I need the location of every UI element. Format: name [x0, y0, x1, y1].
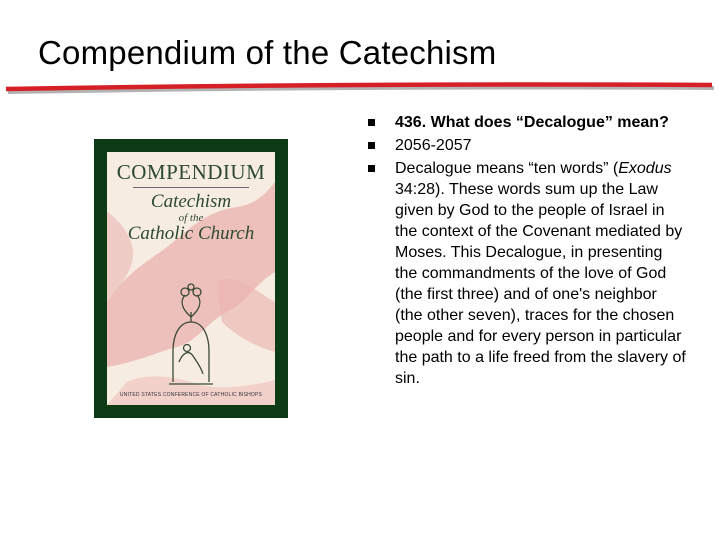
bullet-marker	[368, 165, 375, 172]
cover-subtitle-of: of the	[178, 212, 204, 224]
cover-subtitle-line1: Catechism	[150, 191, 232, 212]
bullet-reference	[368, 135, 688, 156]
bullet-list	[368, 112, 688, 391]
answer-rest: 34:28). These words sum up the Law given by God to the people of Israel in the context of the Covenant mediated by Moses. This Decalogue, in presenting the commandments of the love of God (the first three) and of one's neighbor (the other seven), traces for the chosen people and for every person in particular the path to a life freed from the slavery of sin.	[395, 181, 686, 387]
title-underline	[0, 82, 720, 96]
cover-subtitle	[107, 192, 275, 244]
question-text: 436. What does “Decalogue” mean?	[395, 114, 669, 131]
book-cover-inner	[107, 152, 275, 405]
answer-exodus: Exodus	[618, 160, 672, 177]
bullet-marker	[368, 142, 375, 149]
cover-heading: COMPENDIUM	[116, 160, 266, 184]
cover-pattern	[107, 152, 275, 405]
reference-text: 2056-2057	[395, 137, 472, 154]
answer-intro: Decalogue means “ten words” (	[395, 160, 619, 177]
bullet-marker	[368, 119, 375, 126]
bullet-answer	[368, 158, 688, 389]
bullet-question	[368, 112, 688, 133]
cover-divider	[133, 187, 249, 188]
book-cover-image	[94, 139, 288, 418]
cover-publisher: UNITED STATES CONFERENCE OF CATHOLIC BISHOPS	[119, 392, 263, 398]
slide-title: Compendium of the Catechism	[38, 34, 497, 71]
cover-subtitle-line2: Catholic Church	[127, 223, 255, 244]
